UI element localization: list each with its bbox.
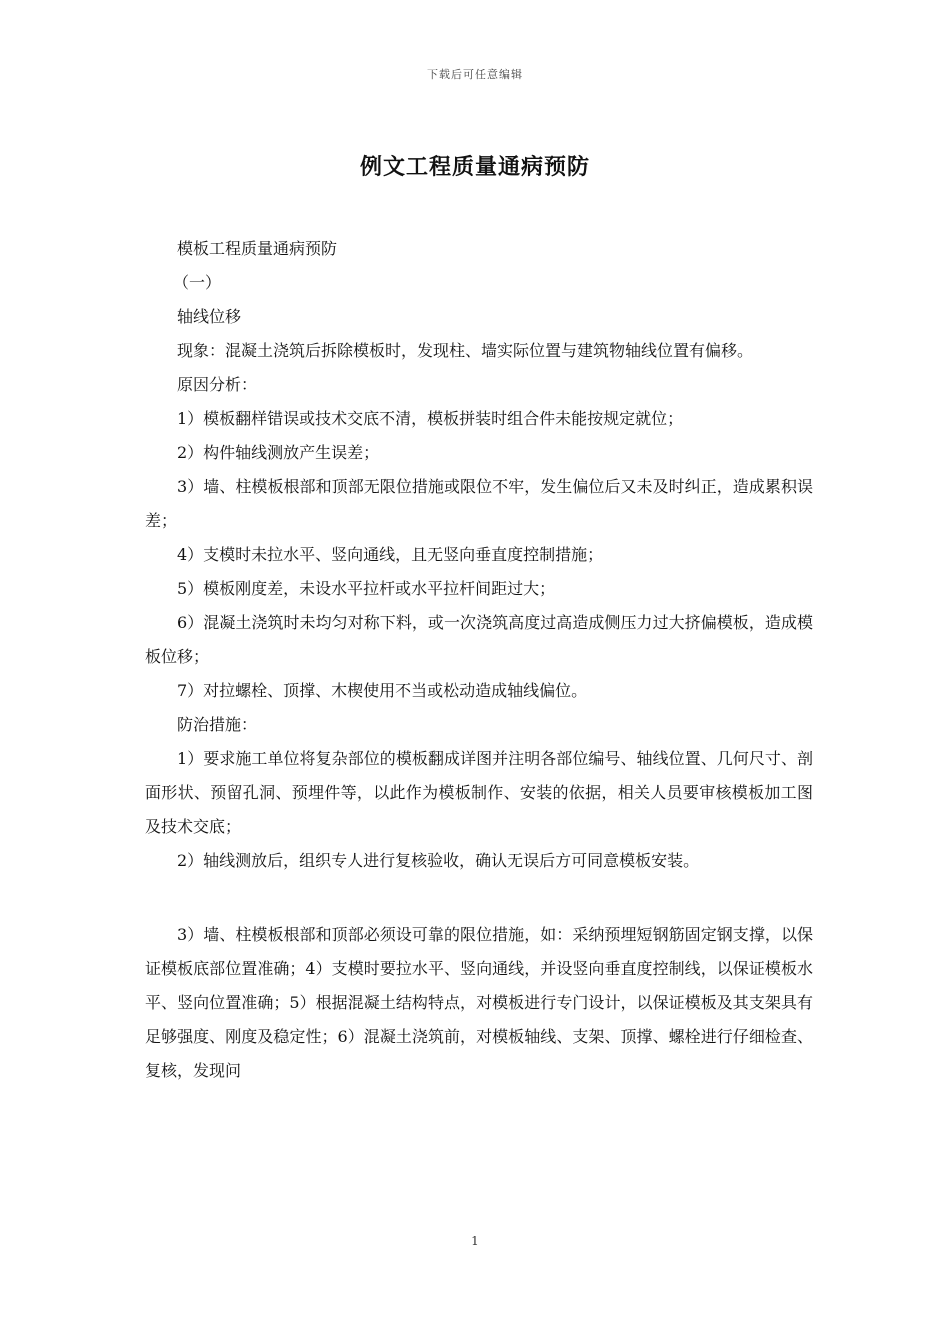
prevention-item: 2）轴线测放后，组织专人进行复核验收，确认无误后方可同意模板安装。 [177,851,700,870]
subsection-heading: 轴线位移 [177,307,242,326]
page-number: 1 [471,1234,479,1248]
prevention-item: 1）要求施工单位将复杂部位的模板翻成详图并注明各部位编号、轴线位置、几何尺寸、剖面形状、预留孔洞、预埋件等，以此作为模板制作、安装的依据，相关人员要审核模板加工图及技术交底； [145,749,813,836]
paragraph-gap [145,878,813,918]
phenomenon-paragraph: 现象：混凝土浇筑后拆除模板时，发现柱、墙实际位置与建筑物轴线位置有偏移。 [177,341,754,360]
cause-item: 4）支模时未拉水平、竖向通线，且无竖向垂直度控制措施； [177,545,604,564]
prevention-heading: 防治措施： [177,715,258,734]
cause-item: 1）模板翻样错误或技术交底不清，模板拼装时组合件未能按规定就位； [177,409,684,428]
document-body [145,232,813,1088]
subsection-number: （一） [173,273,222,292]
cause-item: 5）模板刚度差，未设水平拉杆或水平拉杆间距过大； [177,579,556,598]
cause-item: 2）构件轴线测放产生误差； [177,443,380,462]
cause-item: 7）对拉螺栓、顶撑、木楔使用不当或松动造成轴线偏位。 [177,681,588,700]
prevention-item: 3）墙、柱模板根部和顶部必须设可靠的限位措施，如：采纳预埋短钢筋固定钢支撑，以保证模板底部位置准确；4）支模时要拉水平、竖向通线，并设竖向垂直度控制线，以保证模板水平、竖向位置准确；5）根据混凝土结构特点，对模板进行专门设计，以保证模板及其支架具有足够强度、刚度及稳定性；6）混凝土浇筑前，对模板轴线、支架、顶撑、螺栓进行仔细检查、复核，发现问 [145,925,813,1080]
section-heading: 模板工程质量通病预防 [177,239,338,258]
cause-item: 6）混凝土浇筑时未均匀对称下料，或一次浇筑高度过高造成侧压力过大挤偏模板，造成模板位移； [145,613,813,666]
cause-item: 3）墙、柱模板根部和顶部无限位措施或限位不牢，发生偏位后又未及时纠正，造成累积误差； [145,477,813,530]
cause-analysis-heading: 原因分析： [177,375,258,394]
document-title: 例文工程质量通病预防 [359,154,590,180]
page-header-note: 下载后可任意编辑 [427,68,523,81]
